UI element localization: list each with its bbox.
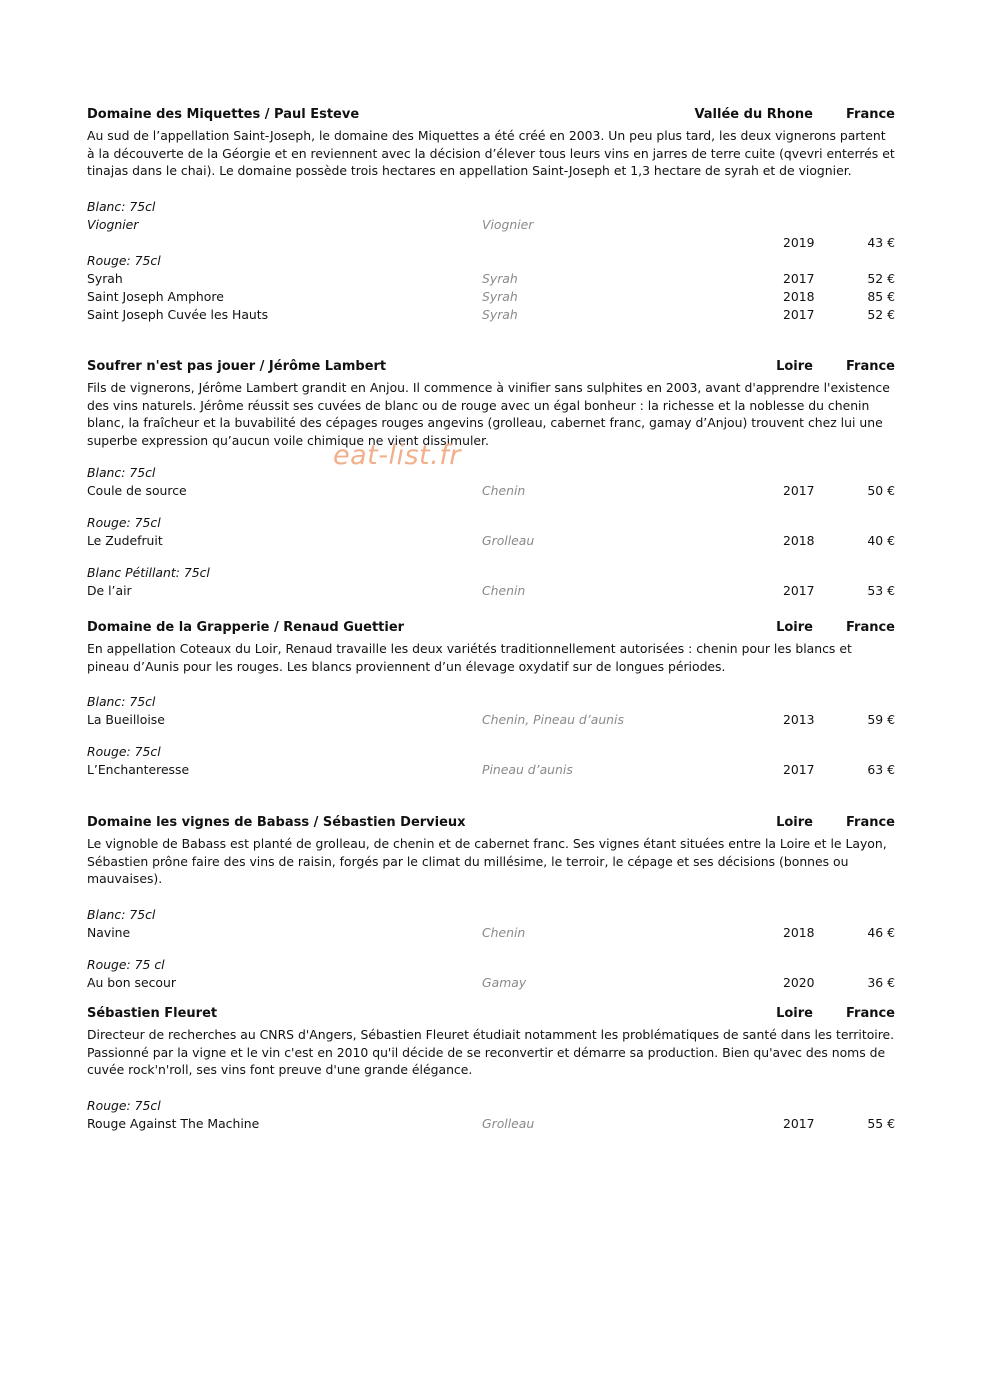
wine-row xyxy=(87,234,895,252)
wine-name: Viognier xyxy=(87,216,139,232)
wine-price: 59 € xyxy=(867,712,895,728)
wine-price: 52 € xyxy=(867,306,895,322)
producer-region: Loire xyxy=(776,815,813,830)
wine-year: 2019 xyxy=(783,234,815,250)
category-label: Blanc: 75cl xyxy=(87,465,156,481)
wine-grape: Chenin xyxy=(482,483,526,499)
producer-name: Domaine des Miquettes / Paul Esteve xyxy=(87,107,360,122)
category-label: Blanc: 75cl xyxy=(87,198,156,214)
wine-row xyxy=(87,532,895,550)
category-label: Blanc Pétillant: 75cl xyxy=(87,565,210,581)
wine-grape: Pineau d’aunis xyxy=(482,762,573,778)
wine-name: De l’air xyxy=(87,583,132,599)
wine-price: 46 € xyxy=(867,924,895,940)
producer-name: Soufrer n'est pas jouer / Jérôme Lambert xyxy=(87,359,387,374)
producer-country: France xyxy=(845,107,895,122)
category-label: Rouge: 75cl xyxy=(87,252,161,268)
wine-name: Coule de source xyxy=(87,483,187,499)
producer-header xyxy=(87,106,895,124)
producer-description: Directeur de recherches au CNRS d'Angers, Sébastien Fleuret étudiait notamment les problématiques de santé dans les territoire. Passionné par la vigne et le vin c'est en 2010 qu'il décide de se reconvertir et démarre sa production. Bien qu'avec des noms de cuvée rock'n'roll, ses vins font preuve d'une grande élégance. xyxy=(87,1027,895,1078)
producer-description: Le vignoble de Babass est planté de grolleau, de chenin et de cabernet franc. Ses vignes étant situées entre la Loire et le Layon, Sébastien prône faire des vins de raisin, forgés par le climat du millésime, le terroir, le cépage et ses décisions (bonnes ou mauvaises). xyxy=(87,836,887,887)
wine-name: L’Enchanteresse xyxy=(87,762,190,778)
producer-section xyxy=(87,814,895,992)
wine-row xyxy=(87,216,895,234)
wine-year: 2018 xyxy=(783,288,815,304)
producer-header xyxy=(87,1005,895,1023)
wine-row xyxy=(87,270,895,288)
category-label: Rouge: 75cl xyxy=(87,1097,161,1113)
producer-description: Fils de vignerons, Jérôme Lambert grandit en Anjou. Il commence à vinifier sans sulphites en 2003, avant d'apprendre l'existence des vins naturels. Jérôme réussit ses cuvées de blanc ou de rouge avec un égal bonheur : la richesse et la noblesse du chenin blanc, la fraîcheur et la buvabilité des cépages rouges angevins (grolleau, cabernet franc, gamay d’Anjou) trouvent chez lui une superbe expression qu’aucun voile chimique ne vient dissimuler. xyxy=(87,380,890,448)
wine-year: 2017 xyxy=(783,483,815,499)
wine-year: 2017 xyxy=(783,270,815,286)
producer-region: Loire xyxy=(776,359,813,374)
producer-section xyxy=(87,106,895,324)
wine-year: 2020 xyxy=(783,974,815,990)
producer-region: Loire xyxy=(776,1006,813,1021)
wine-year: 2017 xyxy=(783,583,815,599)
producer-header xyxy=(87,814,895,832)
watermark-text: eat-list.fr xyxy=(333,440,461,471)
producer-country: France xyxy=(845,359,895,374)
producer-region: Loire xyxy=(776,620,813,635)
producer-description: En appellation Coteaux du Loir, Renaud travaille les deux variétés traditionnellement autorisées : chenin pour les blancs et pineau d’Aunis pour les rouges. Les blancs proviennent d’un élevage oxydatif sur de longues périodes. xyxy=(87,641,852,674)
wine-row xyxy=(87,306,895,324)
wine-row xyxy=(87,924,895,942)
producer-country: France xyxy=(845,815,895,830)
producer-name: Domaine de la Grapperie / Renaud Guettier xyxy=(87,620,405,635)
wine-row xyxy=(87,1115,895,1133)
wine-row xyxy=(87,974,895,992)
producer-section xyxy=(87,358,895,600)
wine-year: 2017 xyxy=(783,306,815,322)
wine-row xyxy=(87,582,895,600)
producer-header xyxy=(87,358,895,376)
wine-name: La Bueilloise xyxy=(87,712,165,728)
wine-row xyxy=(87,711,895,729)
producer-country: France xyxy=(845,1006,895,1021)
wine-price: 63 € xyxy=(867,762,895,778)
wine-grape: Chenin, Pineau d’aunis xyxy=(482,712,624,728)
wine-grape: Grolleau xyxy=(482,1115,535,1131)
wine-grape: Syrah xyxy=(482,288,518,304)
producer-section xyxy=(87,619,895,779)
wine-name: Le Zudefruit xyxy=(87,533,163,549)
wine-price: 40 € xyxy=(867,533,895,549)
wine-year: 2017 xyxy=(783,1115,815,1131)
wine-year: 2018 xyxy=(783,924,815,940)
wine-price: 36 € xyxy=(867,974,895,990)
wine-grape: Chenin xyxy=(482,924,526,940)
wine-grape: Syrah xyxy=(482,306,518,322)
wine-row xyxy=(87,482,895,500)
producer-name: Domaine les vignes de Babass / Sébastien Dervieux xyxy=(87,815,466,830)
category-label: Rouge: 75 cl xyxy=(87,956,165,972)
wine-year: 2018 xyxy=(783,533,815,549)
wine-row xyxy=(87,288,895,306)
wine-row xyxy=(87,761,895,779)
category-label: Blanc: 75cl xyxy=(87,694,156,710)
wine-price: 43 € xyxy=(867,234,895,250)
category-label: Rouge: 75cl xyxy=(87,744,161,760)
producer-region: Vallée du Rhone xyxy=(694,107,813,122)
wine-year: 2017 xyxy=(783,762,815,778)
wine-grape: Viognier xyxy=(482,216,534,232)
wine-grape: Chenin xyxy=(482,583,526,599)
wine-name: Saint Joseph Amphore xyxy=(87,288,224,304)
wine-name: Syrah xyxy=(87,270,123,286)
wine-name: Saint Joseph Cuvée les Hauts xyxy=(87,306,269,322)
wine-name: Rouge Against The Machine xyxy=(87,1115,260,1131)
producer-name: Sébastien Fleuret xyxy=(87,1006,218,1021)
wine-grape: Syrah xyxy=(482,270,518,286)
producer-country: France xyxy=(845,620,895,635)
producer-section xyxy=(87,1005,895,1133)
wine-price: 52 € xyxy=(867,270,895,286)
wine-name: Navine xyxy=(87,924,131,940)
producer-header xyxy=(87,619,895,637)
producer-description: Au sud de l’appellation Saint-Joseph, le domaine des Miquettes a été créé en 2003. Un peu plus tard, les deux vignerons partent à la découverte de la Géorgie et en reviennent avec la décision d’élever tous leurs vins en jarres de terre cuite (qvevri enterrés et tinajas dans le chai). Le domaine possède trois hectares en appellation Saint-Joseph et 1,3 hectare de syrah et de viognier. xyxy=(87,128,895,179)
category-label: Blanc: 75cl xyxy=(87,906,156,922)
wine-grape: Grolleau xyxy=(482,533,535,549)
wine-price: 85 € xyxy=(867,288,895,304)
wine-name: Au bon secour xyxy=(87,974,176,990)
wine-grape: Gamay xyxy=(482,974,527,990)
wine-year: 2013 xyxy=(783,712,815,728)
wine-price: 53 € xyxy=(867,583,895,599)
wine-price: 50 € xyxy=(867,483,895,499)
wine-price: 55 € xyxy=(867,1115,895,1131)
category-label: Rouge: 75cl xyxy=(87,515,161,531)
